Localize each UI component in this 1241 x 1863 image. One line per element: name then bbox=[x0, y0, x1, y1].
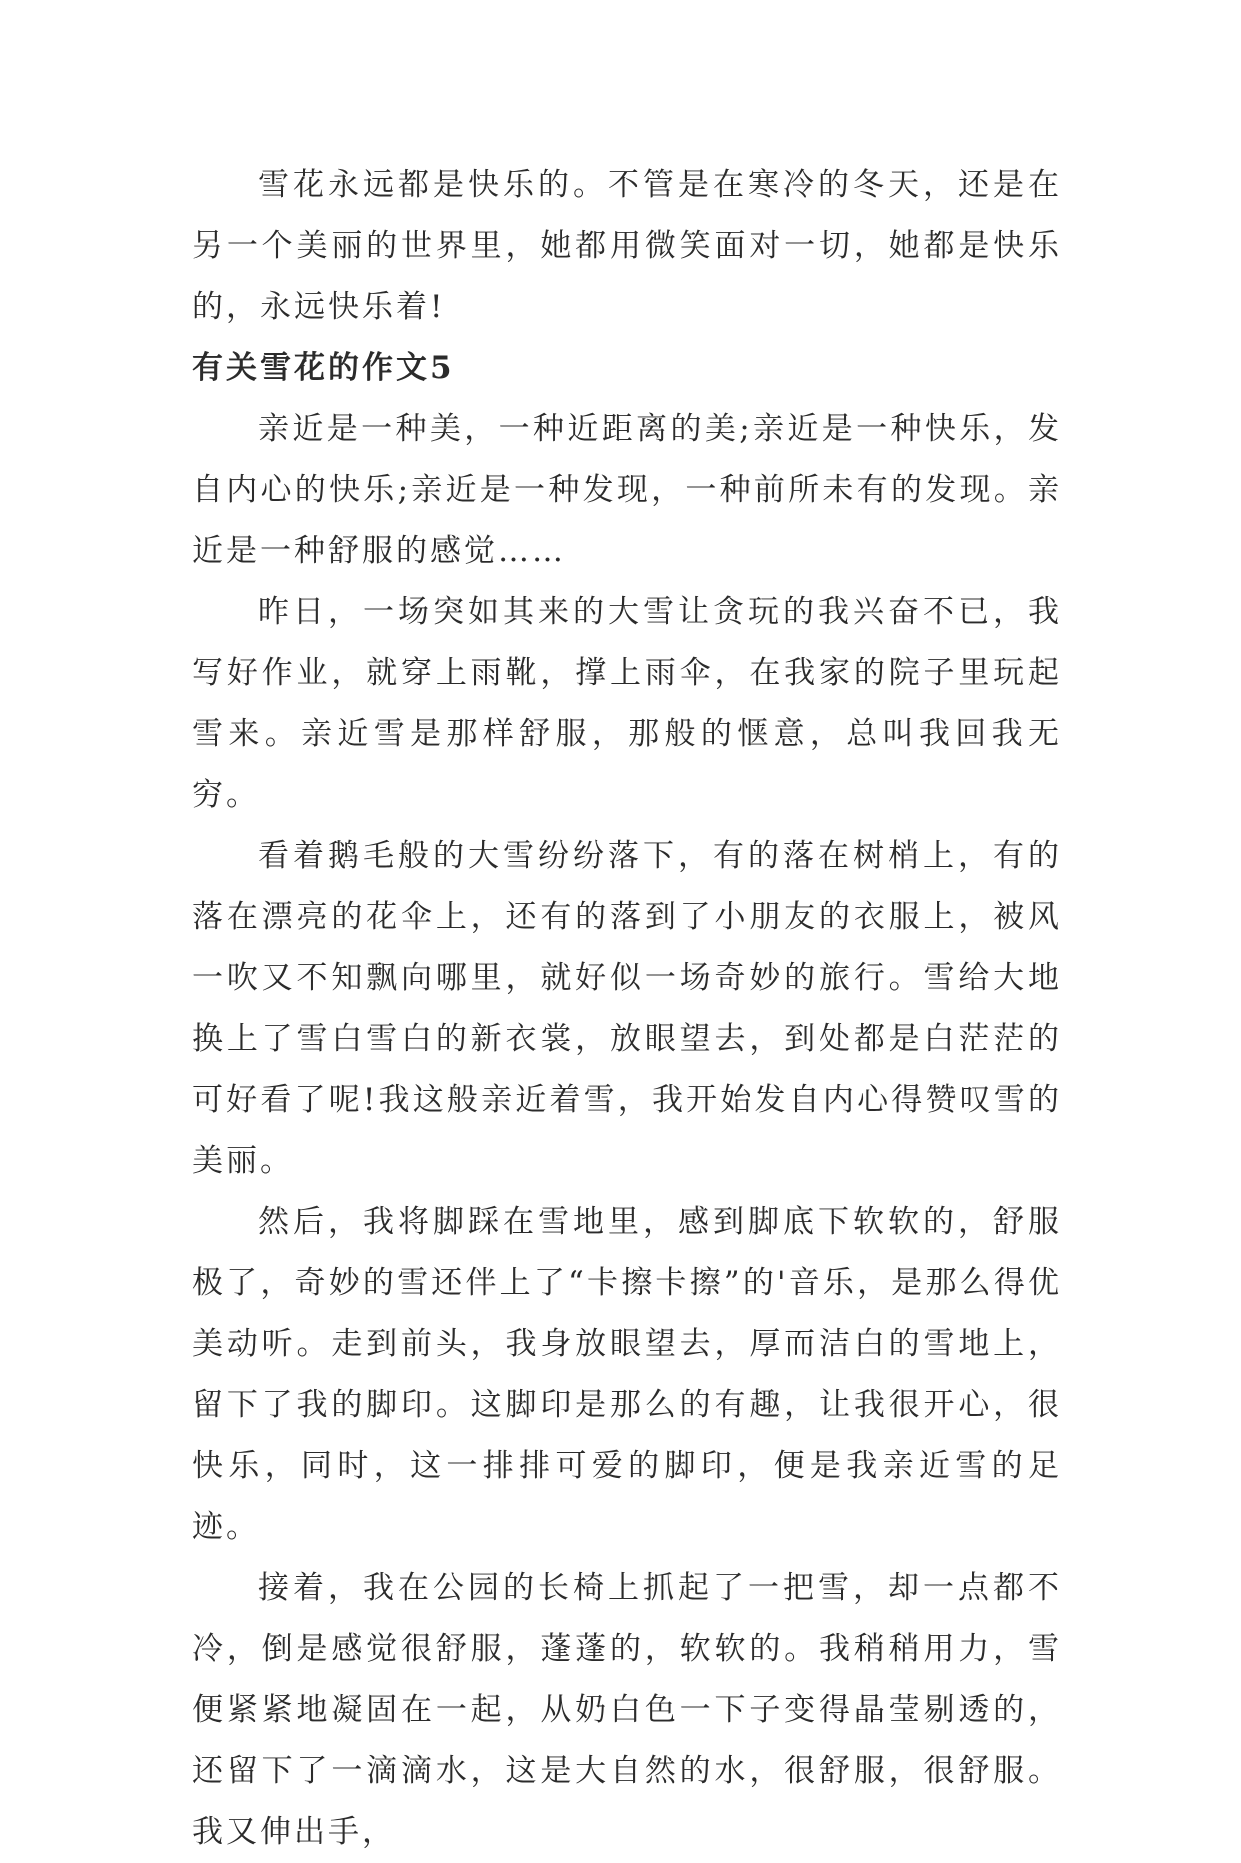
paragraph-intimacy: 亲近是一种美，一种近距离的美;亲近是一种快乐，发自内心的快乐;亲近是一种发现，一种前所未有的发现。亲近是一种舒服的感觉…… bbox=[192, 411, 1062, 569]
paragraph-snowflake-happy: 雪花永远都是快乐的。不管是在寒冷的冬天，还是在另一个美丽的世界里，她都用微笑面对一切，她都是快乐的，永远快乐着! bbox=[192, 167, 1062, 325]
paragraph-handful-of-snow: 接着，我在公园的长椅上抓起了一把雪，却一点都不冷，倒是感觉很舒服，蓬蓬的，软软的。我稍稍用力，雪便紧紧地凝固在一起，从奶白色一下子变得晶莹剔透的，还留下了一滴滴水，这是大自然的水，很舒服，很舒服。我又伸出手， bbox=[192, 1570, 1062, 1850]
text-column bbox=[192, 155, 1062, 1863]
paragraph-footprints: 然后，我将脚踩在雪地里，感到脚底下软软的，舒服极了，奇妙的雪还伴上了“卡擦卡擦”的'音乐，是那么得优美动听。走到前头，我身放眼望去，厚而洁白的雪地上，留下了我的脚印。这脚印是那么的有趣，让我很开心，很快乐，同时，这一排排可爱的脚印，便是我亲近雪的足迹。 bbox=[192, 1204, 1062, 1545]
essay-heading: 有关雪花的作文5 bbox=[192, 350, 455, 386]
paragraph-falling-snow: 看着鹅毛般的大雪纷纷落下，有的落在树梢上，有的落在漂亮的花伞上，还有的落到了小朋友的衣服上，被风一吹又不知飘向哪里，就好似一场奇妙的旅行。雪给大地换上了雪白雪白的新衣裳，放眼望去，到处都是白茫茫的可好看了呢!我这般亲近着雪，我开始发自内心得赞叹雪的美丽。 bbox=[192, 838, 1062, 1179]
paragraph-yesterday: 昨日，一场突如其来的大雪让贪玩的我兴奋不已，我写好作业，就穿上雨靴，撑上雨伞，在我家的院子里玩起雪来。亲近雪是那样舒服，那般的惬意，总叫我回我无穷。 bbox=[192, 594, 1062, 813]
